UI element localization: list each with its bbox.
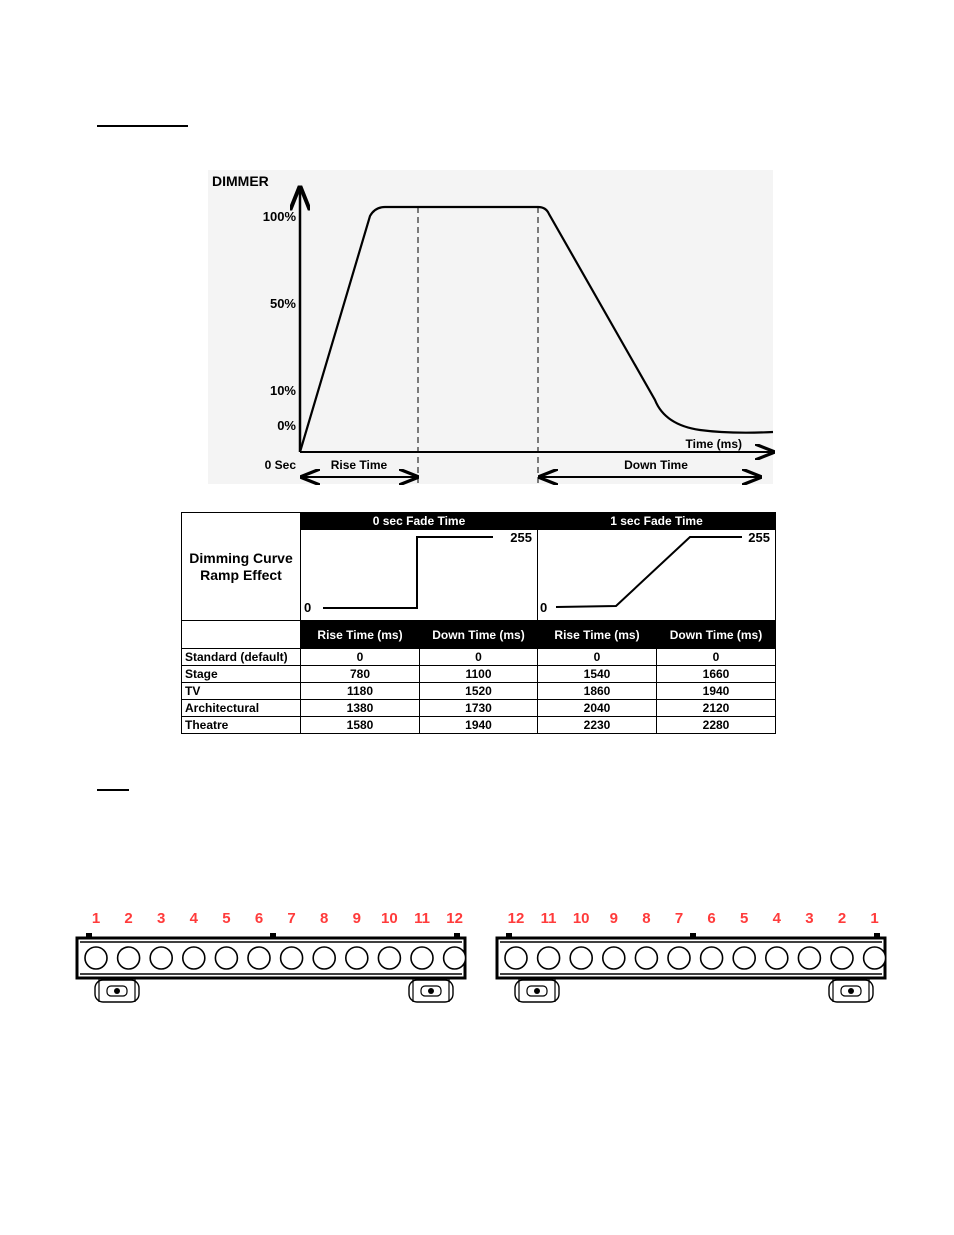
- mounting-bracket: [409, 978, 453, 1002]
- cell-value: 0: [538, 649, 657, 666]
- cell-value: 0: [420, 649, 538, 666]
- fade0-low-label: 0: [304, 600, 312, 615]
- mount-tab: [270, 933, 276, 939]
- mount-tab: [86, 933, 92, 939]
- lens-number: 5: [740, 910, 749, 927]
- cell-value: 1860: [538, 683, 657, 700]
- lens-number: 5: [222, 910, 231, 927]
- led-lens: [733, 947, 755, 969]
- cell-value: 1940: [657, 683, 776, 700]
- fade1-ramp-curve: [538, 530, 774, 617]
- column-header-blank: [182, 621, 301, 649]
- fade0-step-curve: [301, 530, 537, 617]
- row-label: Stage: [182, 666, 301, 683]
- led-lens: [444, 947, 466, 969]
- lens-number: 6: [254, 910, 264, 927]
- lens-number: 12: [446, 910, 463, 927]
- cell-value: 1100: [420, 666, 538, 683]
- lens-number: 9: [609, 910, 618, 927]
- row-label: Architectural: [182, 700, 301, 717]
- lens-number: 4: [189, 910, 198, 927]
- table-row: [182, 717, 776, 734]
- ramp-title-line2: Ramp Effect: [200, 566, 282, 583]
- column-header: Down Time (ms): [420, 621, 538, 649]
- mount-tab: [454, 933, 460, 939]
- lens-number: 7: [287, 910, 296, 927]
- lens-number: 7: [674, 910, 684, 927]
- dimming-curve-table: [181, 512, 776, 734]
- fixture-right-body: [497, 933, 886, 1002]
- lens-number: 1: [870, 910, 879, 927]
- led-lens: [411, 947, 433, 969]
- led-lens: [635, 947, 657, 969]
- bar-housing: [77, 938, 465, 978]
- led-lens: [85, 947, 107, 969]
- lens-number: 11: [540, 910, 557, 927]
- dimmer-curve-chart: [0, 0, 954, 500]
- fade0-curve-cell: [301, 530, 538, 621]
- cell-value: 1940: [420, 717, 538, 734]
- cell-value: 0: [301, 649, 420, 666]
- led-lens: [215, 947, 237, 969]
- led-lens: [183, 947, 205, 969]
- mount-tab: [690, 933, 696, 939]
- fade1-high-label: 255: [748, 530, 770, 545]
- lens-number: 8: [320, 910, 329, 927]
- lens-number: 2: [124, 910, 133, 927]
- lens-number: 4: [772, 910, 781, 927]
- y-label-50: 50%: [269, 296, 296, 311]
- led-lens: [118, 947, 140, 969]
- led-lens: [281, 947, 303, 969]
- cell-value: 1180: [301, 683, 420, 700]
- lens-number: 6: [707, 910, 716, 927]
- lens-number: 3: [805, 910, 814, 927]
- lens-number: 10: [572, 910, 590, 927]
- led-lens: [831, 947, 853, 969]
- down-time-label: Down Time: [624, 458, 688, 472]
- bar-housing: [497, 938, 885, 978]
- fixture-right-numbers: [508, 910, 879, 927]
- lens-number: 12: [507, 910, 525, 927]
- fade1-title: 1 sec Fade Time: [538, 513, 776, 530]
- fixture-left-numbers: [92, 910, 463, 927]
- mount-tab: [874, 933, 880, 939]
- x-axis-title: Time (ms): [685, 437, 742, 451]
- cell-value: 2280: [657, 717, 776, 734]
- lens-number: 10: [381, 910, 398, 927]
- table-row: [182, 700, 776, 717]
- cell-value: 2040: [538, 700, 657, 717]
- fixture-left: [77, 910, 466, 1002]
- lens-number: 9: [352, 910, 361, 927]
- cell-value: 1540: [538, 666, 657, 683]
- lens-number: 1: [91, 910, 101, 927]
- led-lens: [603, 947, 625, 969]
- fade1-curve-cell: [538, 530, 776, 621]
- fade1-low-label: 0: [540, 600, 548, 615]
- row-label: Standard (default): [182, 649, 301, 666]
- led-lens: [346, 947, 368, 969]
- fixture-left-body: [77, 933, 466, 1002]
- led-lens: [505, 947, 527, 969]
- led-lens: [701, 947, 723, 969]
- lens-number: 2: [837, 910, 847, 927]
- y-label-10: 10%: [269, 383, 296, 398]
- cell-value: 1660: [657, 666, 776, 683]
- column-header: Down Time (ms): [657, 621, 776, 649]
- fade0-high-label: 255: [510, 530, 532, 545]
- mounting-bracket: [515, 978, 559, 1002]
- fade0-title: 0 sec Fade Time: [301, 513, 538, 530]
- mounting-bracket: [829, 978, 873, 1002]
- cell-value: 780: [301, 666, 420, 683]
- section-heading-rule-led: [97, 789, 129, 791]
- table-row: [182, 683, 776, 700]
- table-row: [182, 666, 776, 683]
- led-lens: [248, 947, 270, 969]
- fixture-right: [497, 910, 886, 1002]
- y-label-0: 0%: [277, 418, 296, 433]
- y-axis-title: DIMMER: [212, 173, 269, 189]
- led-lens: [798, 947, 820, 969]
- column-header: Rise Time (ms): [538, 621, 657, 649]
- ramp-effect-title: [182, 513, 301, 621]
- led-lens: [864, 947, 886, 969]
- led-lens: [766, 947, 788, 969]
- cell-value: 1380: [301, 700, 420, 717]
- lens-number: 8: [642, 910, 651, 927]
- led-lens: [570, 947, 592, 969]
- rise-time-label: Rise Time: [330, 458, 388, 472]
- origin-label: 0 Sec: [264, 458, 296, 472]
- led-lens: [378, 947, 400, 969]
- ramp-title-line1: Dimming Curve: [189, 549, 293, 566]
- cell-value: 1520: [420, 683, 538, 700]
- column-header: Rise Time (ms): [301, 621, 420, 649]
- cell-value: 1730: [420, 700, 538, 717]
- row-label: TV: [182, 683, 301, 700]
- row-label: Theatre: [182, 717, 301, 734]
- mount-tab: [506, 933, 512, 939]
- fade0-curve-line: [323, 537, 493, 608]
- cell-value: 2230: [538, 717, 657, 734]
- fade1-curve-line: [556, 537, 742, 607]
- led-lens: [538, 947, 560, 969]
- cell-value: 2120: [657, 700, 776, 717]
- led-lens: [313, 947, 335, 969]
- cell-value: 0: [657, 649, 776, 666]
- y-label-100: 100%: [262, 209, 296, 224]
- mounting-bracket: [95, 978, 139, 1002]
- lens-number: 11: [414, 910, 430, 927]
- lens-number: 3: [157, 910, 166, 927]
- led-lens: [668, 947, 690, 969]
- led-lens: [150, 947, 172, 969]
- table-row: [182, 649, 776, 666]
- cell-value: 1580: [301, 717, 420, 734]
